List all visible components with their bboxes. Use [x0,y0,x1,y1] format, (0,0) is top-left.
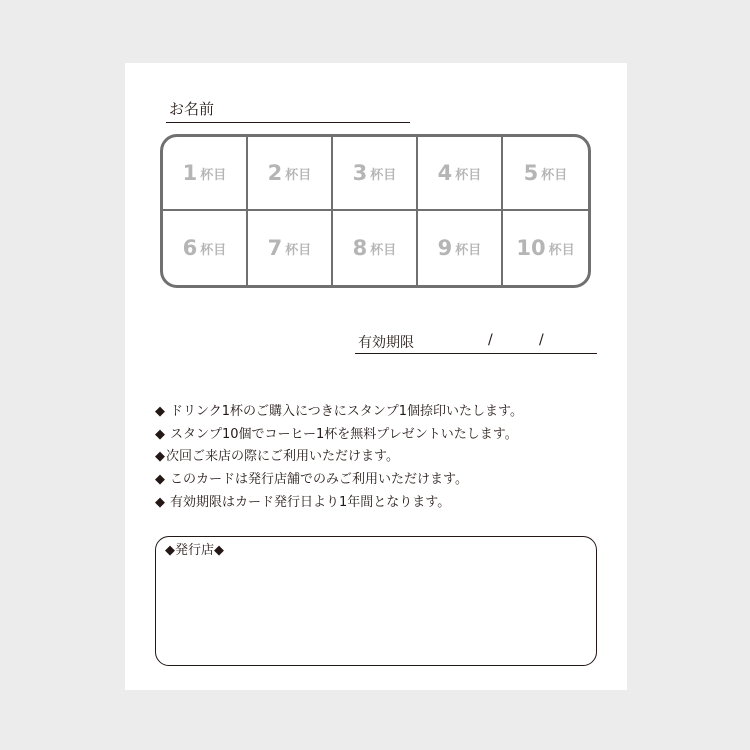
stamp-unit: 杯目 [200,242,227,258]
stamp-cell-9 [418,211,503,285]
stamp-card [125,63,627,690]
terms-item [155,446,523,469]
terms-text: 次回ご来店の際にご利用いただけます。 [166,449,399,465]
stamp-unit: 杯目 [541,167,568,183]
stamp-unit: 杯目 [548,242,575,258]
diamond-bullet-icon: ◆ [155,472,165,488]
terms-item [155,424,523,447]
issuing-shop-label: ◆発行店◆ [165,543,224,558]
stamp-number: 4 [437,160,453,185]
stamp-cell-4 [418,137,503,211]
stamp-unit: 杯目 [200,167,227,183]
stamp-number: 6 [182,235,198,260]
terms-text: このカードは発行店舗でのみご利用いただけます。 [170,472,468,488]
stamp-unit: 杯目 [370,242,397,258]
terms-item [155,469,523,492]
stamp-unit: 杯目 [370,167,397,183]
stamp-cell-7 [248,211,333,285]
expiry-date-field [355,329,597,354]
stamp-number: 10 [516,235,546,260]
issuing-shop-box [155,536,597,666]
stamp-number: 1 [182,160,198,185]
stamp-unit: 杯目 [285,167,312,183]
stamp-number: 2 [267,160,283,185]
stamp-unit: 杯目 [455,242,482,258]
terms-list [155,401,523,515]
name-field [166,97,410,123]
stamp-cell-5 [503,137,588,211]
terms-item [155,492,523,515]
stamp-grid [160,134,591,288]
diamond-bullet-icon: ◆ [155,426,165,442]
terms-item [155,401,523,424]
terms-text: ドリンク1杯のご購入につきにスタンプ1個捺印いたします。 [170,404,523,419]
date-separator: / [488,332,493,348]
stamp-cell-3 [333,137,418,211]
stamp-number: 8 [352,235,368,260]
stamp-cell-10 [503,211,588,285]
stamp-cell-6 [163,211,248,285]
diamond-bullet-icon: ◆ [155,449,165,465]
terms-text: スタンプ10個でコーヒー1杯を無料プレゼントいたします。 [170,426,518,442]
terms-text: 有効期限はカード発行日より1年間となります。 [170,494,451,510]
date-separator: / [539,332,544,348]
stamp-number: 5 [523,160,539,185]
stamp-cell-8 [333,211,418,285]
diamond-bullet-icon: ◆ [155,494,165,510]
name-label: お名前 [169,100,215,118]
stamp-cell-2 [248,137,333,211]
expiry-label: 有効期限 [358,335,414,351]
stamp-unit: 杯目 [455,167,482,183]
diamond-bullet-icon: ◆ [155,404,165,419]
stamp-unit: 杯目 [285,242,312,258]
stamp-number: 9 [437,235,453,260]
stamp-number: 3 [352,160,368,185]
stamp-number: 7 [267,235,283,260]
stamp-cell-1 [163,137,248,211]
